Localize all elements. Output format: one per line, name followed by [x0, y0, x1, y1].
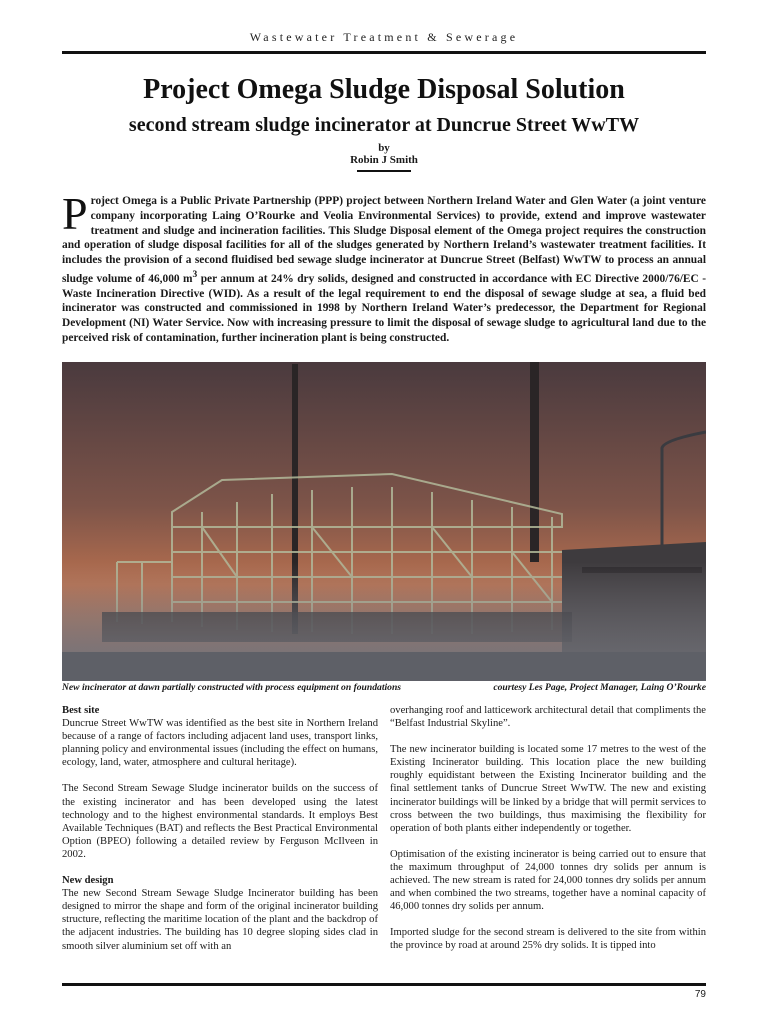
intro-paragraph: [62, 188, 706, 346]
figure-credit: courtesy Les Page, Project Manager, Laing O’Rourke: [493, 682, 706, 693]
paragraph-best-site: Duncrue Street WwTW was identified as the best site in Northern Ireland because of a range of factors including adjacent land uses, transport links, planning policy and environmental issues (including the effect on humans, ecology, land, water, atmosphere and cultural heritage).: [62, 718, 378, 769]
figure-caption: New incinerator at dawn partially constructed with process equipment on foundations: [62, 682, 402, 693]
intro-text-1: roject Omega is a Public Private Partnership (PPP) project between Northern Ireland Water and Glen Water (a joint venture company incorporating Laing O’Rourke and Veolia Environmental Services) to provide, extend and improve wastewater treatment and sludge and incineration facilities. This Sludge Disposal element of the Omega project requires the construction and operation of sludge disposal facilities for all of the sludges generated by Northern Ireland’s wastewater treatment facilities. It includes the provision of a second fluidised bed sewage sludge incinerator at Duncrue Street (Belfast) WwTW to process an annual sludge volume of 46,000 m: [62, 195, 706, 285]
running-header: Wastewater Treatment & Sewerage: [249, 30, 519, 44]
column-right: [390, 704, 706, 966]
top-rule: [62, 51, 706, 54]
paragraph-new-design: The new Second Stream Sewage Sludge Incinerator building has been designed to mirror the shape and form of the original incinerator building structure, reflecting the maritime location of the plant and the backdrop of the adjacent industries. The building has 10 degree sloping sides clad in smooth silver aluminium set off with an: [62, 888, 378, 952]
byline-label: by: [378, 142, 390, 154]
article-subtitle: second stream sludge incinerator at Duncrue Street WwTW: [128, 114, 640, 136]
column-left: [62, 704, 378, 966]
paragraph-second-stream: The Second Stream Sewage Sludge incinerator builds on the success of the existing incinerator and has been developed using the latest technology and to the highest environmental standards. It employs Best Available Techniques (BAT) and reflects the Best Practical Environmental Option (BPEO) following a detailed review by Ferguson McIlveen in 2002.: [62, 783, 378, 860]
page-number: 79: [694, 989, 706, 1000]
author-rule: [357, 170, 411, 172]
paragraph-overhanging: overhanging roof and latticework architectural detail that compliments the “Belfast Industrial Skyline”.: [390, 705, 706, 730]
paragraph-location: The new incinerator building is located some 17 metres to the west of the Existing Incinerator building. This location place the new building roughly equidistant between the Existing Incinerator building and the final settlement tanks of Duncrue Street WwTW. The new and existing incinerator buildings will be linked by a bridge that will permit services to cross between the two buildings, thus maximising the flexibility for operation of both plants either independently or together.: [390, 744, 706, 834]
intro-text-2: per annum at 24% dry solids, designed and constructed in accordance with EC Directive 2000/76/EC - Waste Incineration Directive (WID). As a result of the legal requirement to end the disposal of sewage sludge at sea, a fluid bed incinerator was constructed and commissioned in 1998 by Northern Ireland Water’s predecessor, the Department for Regional Development (NI) Water Service. Now with increasing pressure to limit the disposal of sewage sludge to agricultural land due to the perceived risk of contamination, further incineration plant is being constructed.: [62, 272, 706, 344]
intro-superscript: 3: [192, 269, 198, 280]
author-name: Robin J Smith: [350, 154, 418, 166]
paragraph-optimisation: Optimisation of the existing incinerator is being carried out to ensure that the maximum throughput of 24,000 tonnes dry solids per annum is achieved. The new stream is rated for 24,000 tonnes dry solids per annum and when combined the two streams, together have a nominal capacity of 46,000 tonnes dry solids per annum.: [390, 848, 706, 913]
paragraph-imported-sludge: Imported sludge for the second stream is delivered to the site from within the province by road at around 25% dry solids. It is tipped into: [390, 927, 706, 952]
article-title: Project Omega Sludge Disposal Solution: [143, 74, 625, 105]
incinerator-photo: [62, 362, 706, 681]
heading-best-site: Best site: [62, 705, 100, 716]
bottom-rule: [62, 983, 706, 986]
drop-cap: P: [62, 188, 88, 239]
heading-new-design: New design: [62, 875, 114, 887]
